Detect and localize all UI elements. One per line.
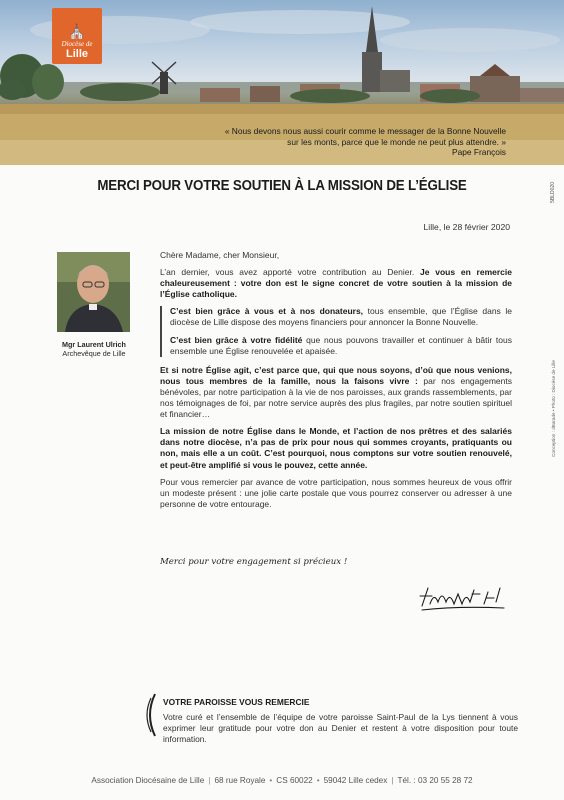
p5-bold: La mission de notre Église dans le Monde, et l’action de nos prêtres et des salariés dans notre diocèse, n’a pas de prix pour nous qui sommes croyants, pratiquants ou non, mais elle a un coût. C’est pourquoi, nous comptons sur votre soutien renouvelé, et peut-être amplifié si vous le pouvez, cette année.	[160, 426, 512, 470]
footer-tel: Tél. : 03 20 55 28 72	[397, 776, 473, 785]
footer-address: 68 rue Royale	[214, 776, 266, 785]
paragraph-3	[170, 335, 512, 357]
paragraph-4	[160, 365, 512, 420]
quote-author: Pape François	[452, 147, 506, 157]
paragraph-2	[170, 306, 512, 328]
paroisse-text: Votre curé et l’ensemble de l’équipe de votre paroisse Saint-Paul de la Lys tiennent à vous exprimer leur gratitude pour votre don au Denier et restent à votre disposition pour toute information.	[163, 712, 518, 744]
p2-text: tous ensemble, que l’Église dans le diocèse de Lille dispose des moyens financiers pour annoncer la Bonne Nouvelle.	[170, 306, 512, 328]
logo-line2: Lille	[65, 48, 88, 60]
signature-image	[418, 582, 508, 612]
footer-city: 59042 Lille cedex	[323, 776, 388, 785]
bishop-photo	[57, 252, 130, 332]
footer-cs: CS 60022	[276, 776, 313, 785]
letter-date: Lille, le 28 février 2020	[423, 222, 510, 232]
closing-line: Merci pour votre engagement si précieux !	[160, 557, 348, 567]
quote-line1: « Nous devons nous aussi courir comme le messager de la Bonne Nouvelle	[224, 126, 506, 136]
page-title: MERCI POUR VOTRE SOUTIEN À LA MISSION DE L’ÉGLISE	[97, 178, 467, 194]
p2-bold: C’est bien grâce à vous et à nos donateurs,	[170, 306, 364, 317]
greeting: Chère Madame, cher Monsieur,	[160, 250, 280, 260]
quote-line2: sur les monts, parce que le monde ne peut plus attendre. »	[287, 136, 506, 147]
paroisse-title: VOTRE PAROISSE VOUS REMERCIE	[163, 697, 310, 707]
reference-code: 5BLD020	[550, 182, 556, 203]
diocese-logo	[52, 8, 102, 64]
p3-bold: C’est bien grâce à votre fidélité	[170, 334, 303, 345]
photo-credit: Conception : dBarade • Photo : Diocèse de Lille	[551, 360, 556, 457]
bracket-decoration	[143, 692, 157, 738]
p1-text: L’an dernier, vous avez apporté votre contribution au Denier.	[160, 267, 420, 278]
church-people-icon: ⛪	[68, 23, 86, 39]
p1-bold: Je vous en remercie chaleureusement : votre don est le signe concret de votre soutien à la mission de l’Église catholique.	[160, 267, 512, 300]
paragraph-1	[160, 267, 512, 300]
header-banner	[0, 0, 564, 165]
p4-text: par nos engagements bénévoles, par notre participation à la vie de nos paroisses, aux grands rassemblements, par nos témoignages de foi, par notre service auprès des plus fragiles, par notre soutien spirituel et financier…	[160, 375, 512, 420]
p3-text: que nous pouvons travailler et continuer à bâtir tous ensemble une Église renouvelée et apaisée.	[170, 334, 513, 356]
paragraph-5	[160, 426, 512, 470]
paragraph-6: Pour vous remercier par avance de votre participation, nous sommes heureux de vous offrir un modeste présent : une jolie carte postale que vous pourrez conserver ou adresser à une personne de votre entourage.	[160, 476, 512, 509]
footer-org: Association Diocésaine de Lille	[91, 776, 205, 785]
logo-line1: Diocèse de	[61, 40, 93, 48]
p4-bold: Et si notre Église agit, c’est parce que, qui que nous soyons, d’où que nous venions, nous tous membres de la famille, nous la faisons vivre :	[160, 364, 512, 386]
footer: Association Diocésaine de Lille | 68 rue Royale • CS 60022 • 59042 Lille cedex | Tél. : 03 20 55 28 72	[91, 776, 473, 785]
highlight-block	[160, 306, 512, 356]
letter-body	[160, 250, 512, 516]
bishop-role: Archevêque de Lille	[62, 349, 126, 358]
pope-quote	[146, 126, 506, 158]
bishop-name: Mgr Laurent Ulrich	[62, 340, 126, 349]
